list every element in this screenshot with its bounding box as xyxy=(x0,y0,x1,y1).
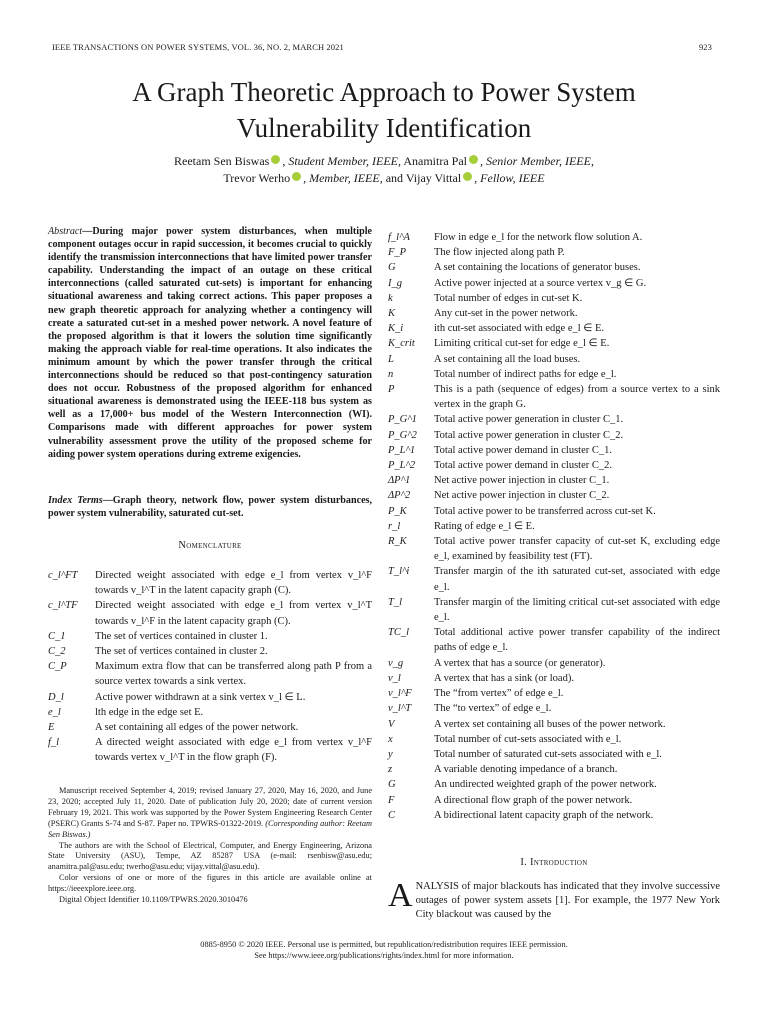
nomenclature-symbol: R_K xyxy=(388,536,407,548)
nomenclature-entry xyxy=(48,629,372,644)
nomenclature-entry xyxy=(388,291,720,306)
drop-cap: A xyxy=(388,877,413,914)
nomenclature-symbol: C_1 xyxy=(48,630,66,642)
orcid-icon[interactable] xyxy=(463,172,472,181)
nomenclature-definition: Any cut-set in the power network. xyxy=(434,308,578,320)
nomenclature-definition: Total additional active power transfer capability of the indirect paths of edge e_l. xyxy=(434,627,720,654)
nomenclature-symbol: v_g xyxy=(388,657,404,669)
title-line-2: Vulnerability Identification xyxy=(236,113,532,143)
nomenclature-entry xyxy=(388,488,720,503)
nomenclature-symbol: f_l^A xyxy=(388,232,410,243)
nomenclature-symbol: L xyxy=(388,353,394,365)
nomenclature-symbol: C_2 xyxy=(48,646,66,658)
nomenclature-definition: Total number of edges in cut-set K. xyxy=(434,292,583,304)
nomenclature-list-left xyxy=(48,568,372,766)
nomenclature-definition: The flow injected along path P. xyxy=(434,247,565,259)
nomenclature-symbol: T_l xyxy=(388,596,403,608)
nomenclature-symbol: C_P xyxy=(48,661,67,673)
nomenclature-symbol: ΔP^1 xyxy=(388,475,411,487)
nomenclature-definition: Total number of indirect paths for edge e_l. xyxy=(434,368,617,380)
nomenclature-entry xyxy=(388,686,720,701)
nomenclature-entry xyxy=(48,735,372,765)
nomenclature-entry xyxy=(388,321,720,336)
abstract xyxy=(48,225,372,461)
copyright-line: 0885-8950 © 2020 IEEE. Personal use is permitted, but republication/redistribution requires IEEE permission. xyxy=(200,940,568,949)
nomenclature-definition: Net active power injection in cluster C_1. xyxy=(434,475,610,487)
nomenclature-definition: A set containing all edges of the power network. xyxy=(95,722,299,734)
nomenclature-definition: lth edge in the edge set E. xyxy=(95,706,204,718)
author-role: , Member, IEEE, xyxy=(303,171,383,185)
nomenclature-definition: Rating of edge e_l ∈ E. xyxy=(434,520,535,532)
nomenclature-symbol: x xyxy=(388,733,393,745)
nomenclature-symbol: r_l xyxy=(388,520,401,532)
nomenclature-entry xyxy=(388,428,720,443)
nomenclature-symbol: y xyxy=(388,748,393,760)
author-list xyxy=(40,153,728,187)
author-name: and Vijay Vittal xyxy=(382,171,462,185)
author-role: , Student Member, IEEE, xyxy=(282,154,401,168)
nomenclature-definition: Total number of cut-sets associated with e_l. xyxy=(434,733,622,745)
nomenclature-entry xyxy=(388,519,720,534)
page-number: 923 xyxy=(698,42,712,52)
nomenclature-definition: Transfer margin of the ith saturated cut-set, associated with edge e_l. xyxy=(434,566,720,593)
nomenclature-entry xyxy=(388,367,720,382)
nomenclature-symbol: ΔP^2 xyxy=(388,490,411,502)
orcid-icon[interactable] xyxy=(292,172,301,181)
nomenclature-definition: Total active power demand in cluster C_1. xyxy=(434,444,613,456)
nomenclature-symbol: G xyxy=(388,779,396,791)
nomenclature-definition: Maximum extra flow that can be transferred along path P from a source vertex towards a sink vertex. xyxy=(95,661,372,688)
nomenclature-entry xyxy=(388,245,720,260)
nomenclature-symbol: n xyxy=(388,368,394,380)
nomenclature-symbol: T_l^i xyxy=(388,566,410,578)
nomenclature-entry xyxy=(388,777,720,792)
nomenclature-definition: A directional flow graph of the power network. xyxy=(434,794,633,806)
nomenclature-entry xyxy=(388,701,720,716)
nomenclature-entry xyxy=(48,644,372,659)
nomenclature-entry xyxy=(48,720,372,735)
nomenclature-symbol: P_G^2 xyxy=(388,429,417,441)
author-role: , Senior Member, IEEE, xyxy=(479,154,594,168)
intro-paragraph: NALYSIS of major blackouts has indicated that they involve successive outages of power system assets [1]. For example, the 1977 New York City blackout was caused by the xyxy=(415,881,720,920)
nomenclature-definition: Total active power to be transferred across cut-set K. xyxy=(434,505,656,517)
nomenclature-definition: A vertex that has a sink (or load). xyxy=(434,672,574,684)
author-name: Trevor Werho xyxy=(223,171,291,185)
paper-title xyxy=(40,74,728,146)
nomenclature-symbol: TC_l xyxy=(388,627,410,639)
affiliation-note: The authors are with the School of Electrical, Computer, and Energy Engineering, Arizona State University (ASU), Tempe, AZ 85287 USA (e-mail: rsenbisw@asu.edu; anamitra.pal@asu.edu; twerho@asu.edu; vijay.vittal@asu.edu). xyxy=(48,840,372,872)
nomenclature-definition: Flow in edge e_l for the network flow solution A. xyxy=(434,232,643,243)
nomenclature-definition: A vertex that has a source (or generator). xyxy=(434,657,606,669)
nomenclature-symbol: c_l^TF xyxy=(48,600,78,612)
nomenclature-entry xyxy=(388,656,720,671)
nomenclature-entry xyxy=(388,595,720,625)
nomenclature-entry xyxy=(388,564,720,594)
nomenclature-symbol: P_L^1 xyxy=(388,444,416,456)
nomenclature-symbol: c_l^FT xyxy=(48,570,78,581)
nomenclature-definition: Total active power demand in cluster C_2. xyxy=(434,460,613,472)
nomenclature-symbol: z xyxy=(388,764,393,776)
nomenclature-symbol: P_G^1 xyxy=(388,414,417,426)
copyright-footer xyxy=(40,939,728,961)
nomenclature-definition: A bidirectional latent capacity graph of the network. xyxy=(434,809,654,821)
nomenclature-entry xyxy=(388,504,720,519)
orcid-icon[interactable] xyxy=(469,155,478,164)
nomenclature-symbol: K_crit xyxy=(388,338,415,350)
nomenclature-entry xyxy=(48,659,372,689)
orcid-icon[interactable] xyxy=(271,155,280,164)
nomenclature-symbol: v_l xyxy=(388,672,401,684)
nomenclature-symbol: K xyxy=(388,308,396,320)
nomenclature-entry xyxy=(48,705,372,720)
nomenclature-definition: A variable denoting impedance of a branch. xyxy=(434,764,618,776)
nomenclature-heading: Nomenclature xyxy=(178,540,242,551)
nomenclature-symbol: v_l^T xyxy=(388,703,412,715)
nomenclature-entry xyxy=(388,671,720,686)
introduction-heading: I. Introduction xyxy=(520,857,588,868)
nomenclature-definition: The “to vertex” of edge e_l. xyxy=(434,703,552,715)
author-name: Anamitra Pal xyxy=(400,154,467,168)
nomenclature-symbol: P_K xyxy=(388,505,407,517)
nomenclature-entry xyxy=(388,717,720,732)
nomenclature-definition: The “from vertex” of edge e_l. xyxy=(434,688,564,700)
nomenclature-entry xyxy=(388,732,720,747)
nomenclature-definition: Active power injected at a source vertex v_g ∈ G. xyxy=(434,277,647,289)
nomenclature-definition: Directed weight associated with edge e_l from vertex v_l^F towards v_l^T in the latent capacity graph (C). xyxy=(95,570,372,597)
nomenclature-entry xyxy=(48,690,372,705)
corresponding-author: (Corresponding author: Reetam Sen Biswas.) xyxy=(48,818,372,839)
nomenclature-entry xyxy=(388,762,720,777)
nomenclature-definition: An undirected weighted graph of the power network. xyxy=(434,779,657,791)
nomenclature-definition: Transfer margin of the limiting critical cut-set associated with edge e_l. xyxy=(434,596,720,624)
nomenclature-entry xyxy=(388,276,720,291)
nomenclature-definition: Total active power generation in cluster C_1. xyxy=(434,414,624,426)
nomenclature-symbol: v_l^F xyxy=(388,688,412,700)
nomenclature-symbol: I_g xyxy=(388,277,402,289)
nomenclature-definition: A set containing all the load buses. xyxy=(434,353,581,365)
nomenclature-symbol: P_L^2 xyxy=(388,460,416,472)
author-role: , Fellow, IEEE xyxy=(474,171,545,185)
running-header-journal: IEEE TRANSACTIONS ON POWER SYSTEMS, VOL. 36, NO. 2, MARCH 2021 xyxy=(52,42,344,52)
nomenclature-symbol: K_i xyxy=(388,323,404,335)
nomenclature-definition: A directed weight associated with edge e_l from vertex v_l^F towards vertex v_l^T in the flow graph (F). xyxy=(95,737,372,764)
nomenclature-symbol: k xyxy=(388,292,393,304)
author-name: Reetam Sen Biswas xyxy=(174,154,270,168)
nomenclature-definition: Total active power generation in cluster C_2. xyxy=(434,429,624,441)
nomenclature-entry xyxy=(388,793,720,808)
nomenclature-symbol: e_l xyxy=(48,706,61,718)
nomenclature-definition: Total number of saturated cut-sets associated with e_l. xyxy=(434,748,662,760)
nomenclature-definition: This is a path (sequence of edges) from a source vertex to a sink vertex in the graph G. xyxy=(434,384,720,411)
index-terms-label: Index Terms xyxy=(48,495,103,506)
nomenclature-symbol: D_l xyxy=(48,691,64,703)
abstract-label: Abstract xyxy=(48,226,83,237)
nomenclature-definition: Active power withdrawn at a sink vertex v_l ∈ L. xyxy=(95,691,306,703)
nomenclature-entry xyxy=(48,568,372,598)
nomenclature-entry xyxy=(388,352,720,367)
nomenclature-entry xyxy=(388,473,720,488)
abstract-text: —During major power system disturbances, when multiple component outages occur in rapid succession, it becomes crucial to quickly identify the transmission interconnections that have limited power transfer capability. Understanding the impact of an outage on these critical interconnections (called saturated cut-sets) is important for enhancing situational awareness and taking correct actions. This paper proposes a new graph theoretic approach for analyzing whether a contingency will create a saturated cut-set in a meshed power network. A novel feature of the proposed algorithm is that it lowers the solution time significantly making the approach viable for real-time operations. It also indicates the minimum amount by which the power transfer through the critical interconnections should be reduced so that post-contingency saturation does not occur. Robustness of the proposed algorithm for enhanced situational awareness is demonstrated using the IEEE-118 bus system as well as a 17,000+ bus model of the Western Interconnection (WI). Comparisons made with different approaches for power system vulnerability assessment prove the utility of the proposed scheme for aiding power system operations during extreme exigencies. xyxy=(48,226,372,460)
index-terms-text: —Graph theory, network flow, power system disturbances, power system vulnerability, saturated cut-set. xyxy=(48,495,372,520)
nomenclature-symbol: E xyxy=(48,722,55,734)
nomenclature-symbol: V xyxy=(388,718,395,730)
nomenclature-definition: The set of vertices contained in cluster 1. xyxy=(95,630,268,642)
nomenclature-symbol: F xyxy=(388,794,395,806)
nomenclature-entry xyxy=(388,336,720,351)
nomenclature-list-right xyxy=(388,230,720,823)
introduction-text xyxy=(388,877,720,922)
nomenclature-symbol: f_l xyxy=(48,737,60,749)
doi-note: Digital Object Identifier 10.1109/TPWRS.2020.3010476 xyxy=(59,895,248,905)
nomenclature-entry xyxy=(388,808,720,823)
nomenclature-definition: A set containing the locations of generator buses. xyxy=(434,262,641,274)
title-line-1: A Graph Theoretic Approach to Power System xyxy=(132,77,636,107)
nomenclature-definition: Net active power injection in cluster C_2. xyxy=(434,490,610,502)
nomenclature-entry xyxy=(388,534,720,564)
nomenclature-entry xyxy=(388,260,720,275)
nomenclature-entry xyxy=(388,625,720,655)
manuscript-note: Manuscript received September 4, 2019; revised January 27, 2020, May 16, 2020, and June 23, 2020; accepted July 11, 2020. Date of publication July 20, 2020; date of current version February 19, 2021. This work was supported by the Power System Engineering Research Center (PSERC) Grants S-74 and S-87. Paper no. TPWRS-01322-2019. (Corresponding author: Reetam Sen Biswas.) xyxy=(48,786,372,839)
nomenclature-definition: Limiting critical cut-set for edge e_l ∈ E. xyxy=(434,338,610,350)
nomenclature-symbol: P xyxy=(388,384,395,396)
nomenclature-definition: ith cut-set associated with edge e_l ∈ E. xyxy=(434,323,605,335)
nomenclature-definition: A vertex set containing all buses of the power network. xyxy=(434,718,666,730)
nomenclature-entry xyxy=(388,747,720,762)
nomenclature-entry xyxy=(388,458,720,473)
nomenclature-definition: The set of vertices contained in cluster 2. xyxy=(95,646,268,658)
nomenclature-entry xyxy=(48,598,372,628)
nomenclature-entry xyxy=(388,443,720,458)
nomenclature-entry xyxy=(388,382,720,412)
nomenclature-symbol: F_P xyxy=(388,247,407,259)
nomenclature-symbol: C xyxy=(388,809,396,821)
rights-link-line[interactable]: See https://www.ieee.org/publications/rights/index.html for more information. xyxy=(254,951,514,960)
footnotes xyxy=(48,786,372,906)
nomenclature-symbol: G xyxy=(388,262,396,274)
nomenclature-entry xyxy=(388,230,720,245)
nomenclature-definition: Directed weight associated with edge e_l from vertex v_l^T towards v_l^F in the latent capacity graph (C). xyxy=(95,600,372,627)
nomenclature-entry xyxy=(388,412,720,427)
color-note: Color versions of one or more of the figures in this article are available online at https://ieeexplore.ieee.org. xyxy=(48,873,372,894)
nomenclature-definition: Total active power transfer capacity of cut-set K, excluding edge e_l, examined by feasibility test (FT). xyxy=(434,536,720,563)
nomenclature-entry xyxy=(388,306,720,321)
index-terms xyxy=(48,494,372,520)
